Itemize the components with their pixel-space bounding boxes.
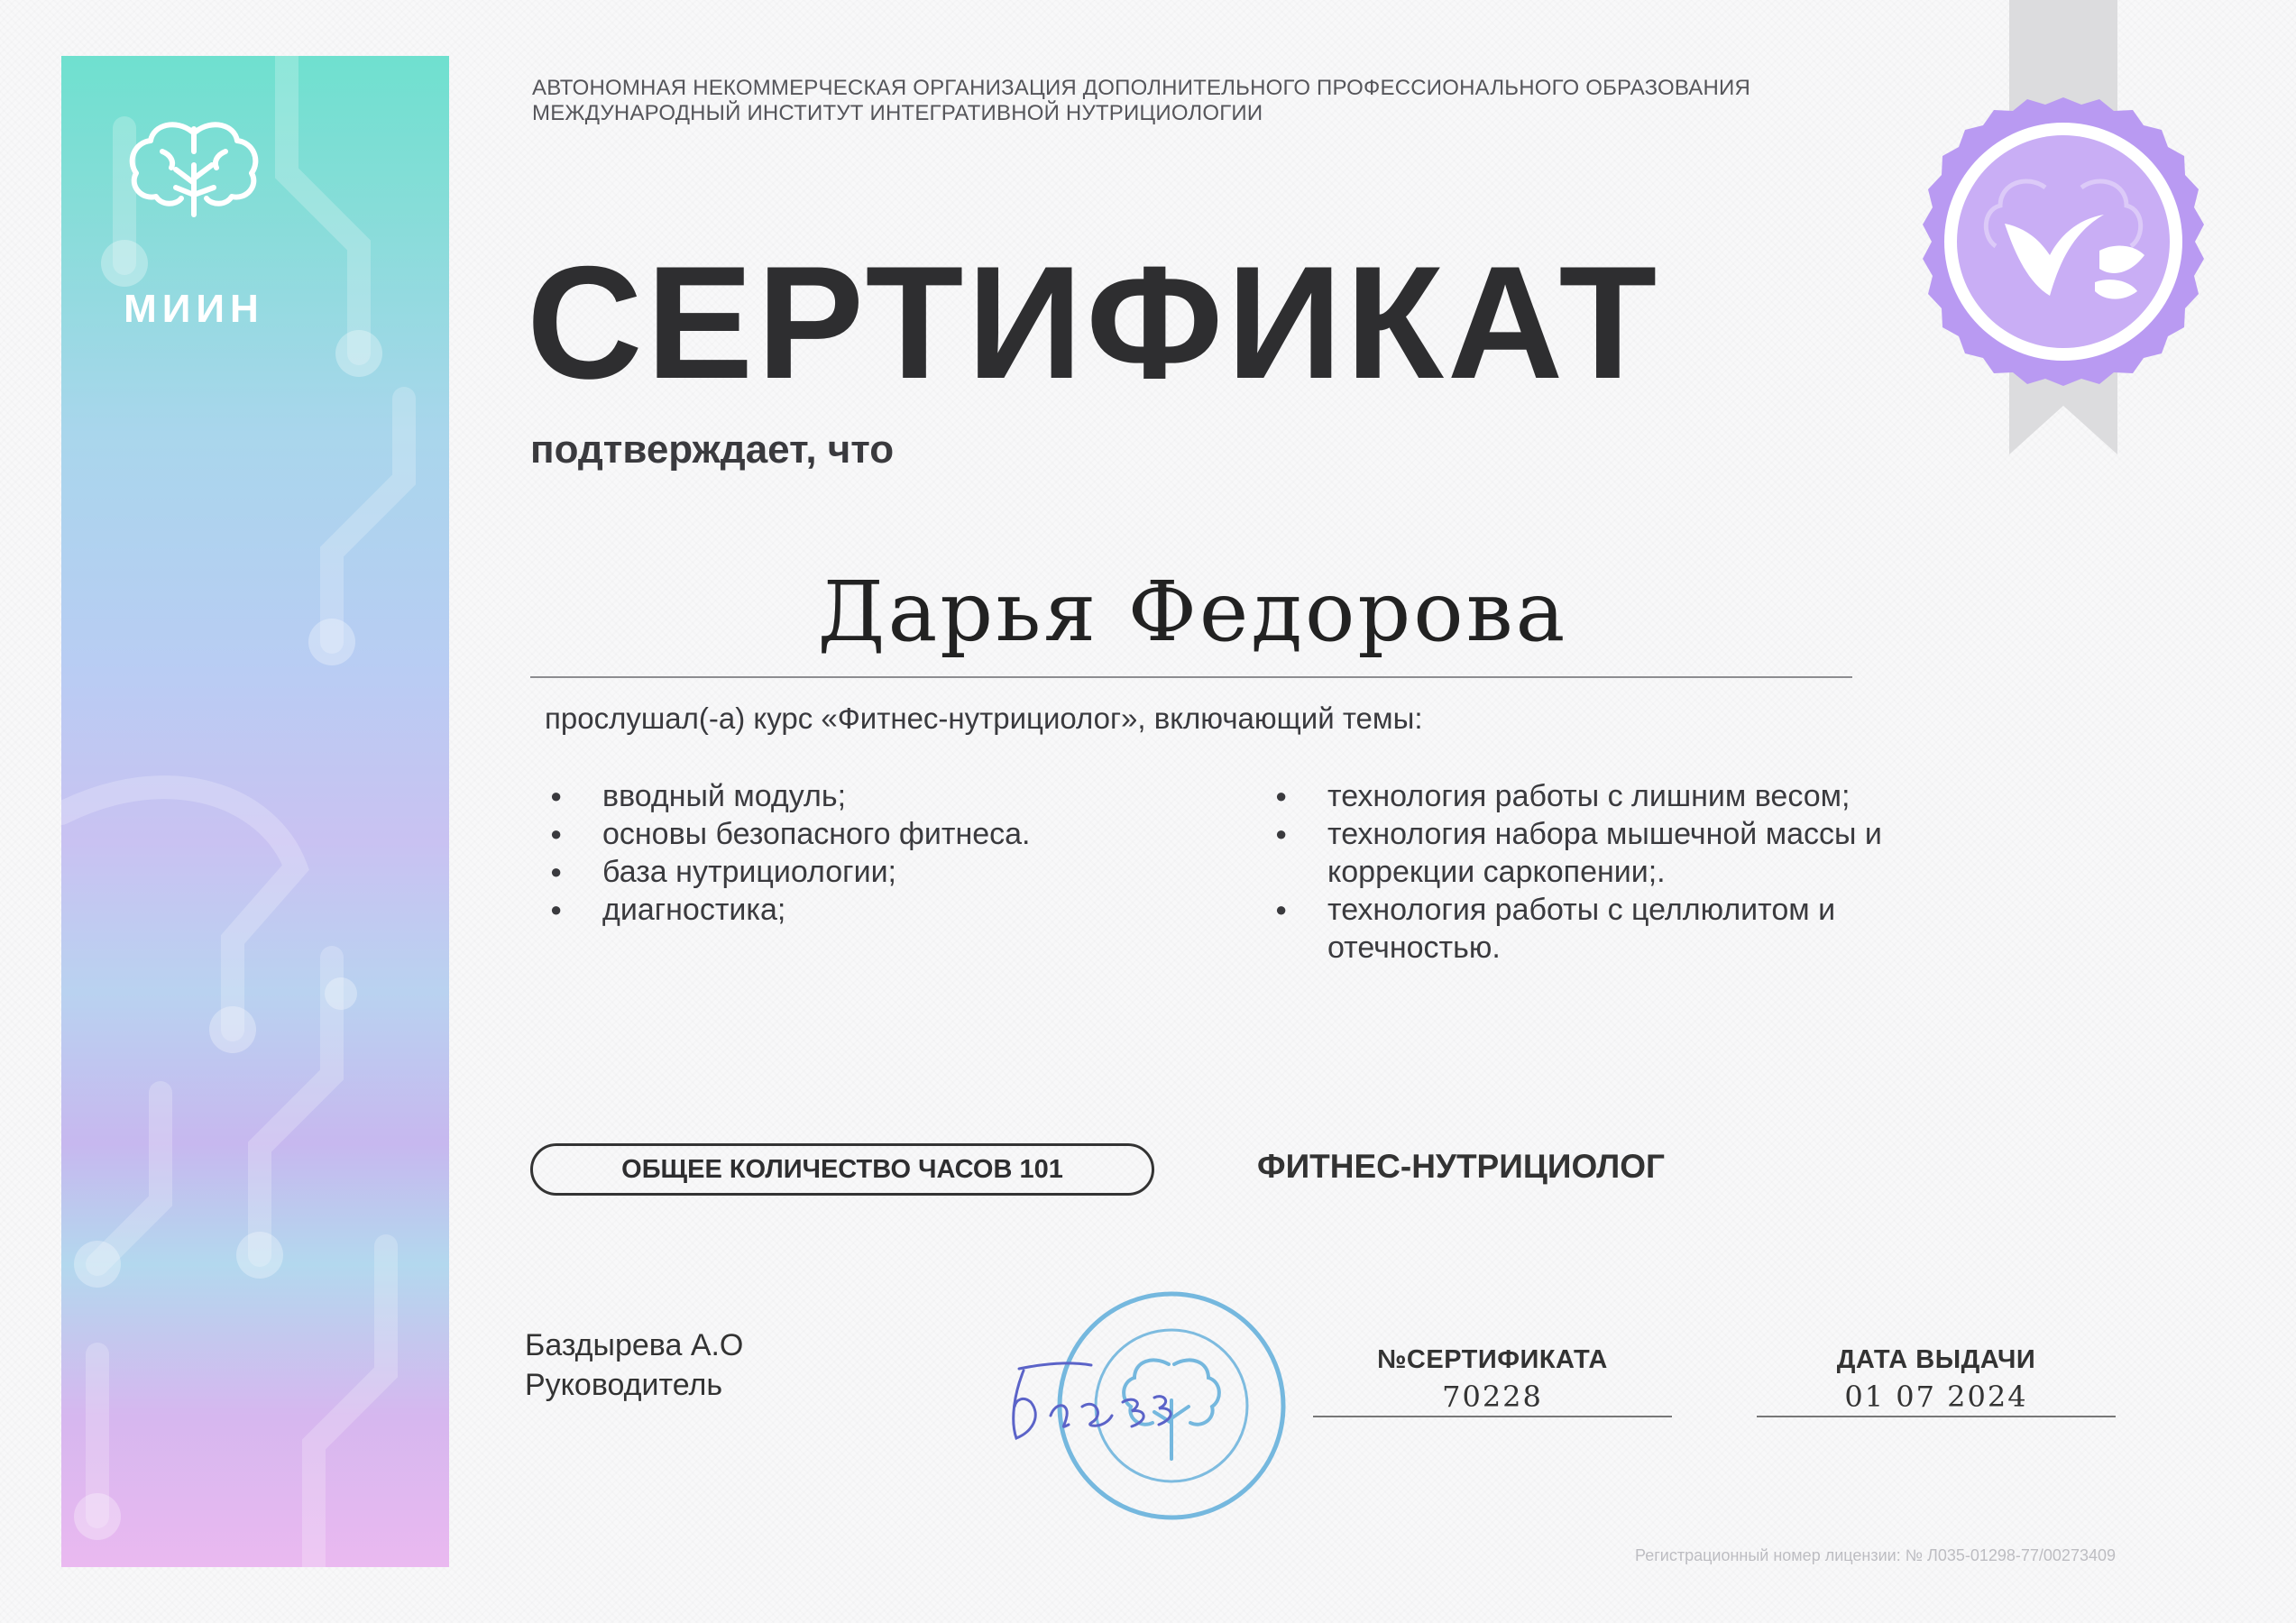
organization-line-1: АВТОНОМНАЯ НЕКОММЕРЧЕСКАЯ ОРГАНИЗАЦИЯ ДОПОЛНИТЕЛЬНОГО ПРОФЕССИОНАЛЬНОГО ОБРАЗОВАНИЯ [532,76,1751,100]
topic-item: ● вводный модуль; [545,777,1230,815]
circuit-pattern-decoration [61,56,449,1567]
certificate-number-underline [1313,1416,1672,1417]
organization-name [532,76,1885,126]
topic-item: ● основы безопасного фитнеса. [545,815,1230,853]
topic-item: ● технология набора мышечной массы и коррекции саркопении;. [1270,815,1919,891]
signer-name: Баздырева А.О [525,1328,744,1362]
logo-text: МИИН [124,287,264,331]
certificate-number-label: №СЕРТИФИКАТА [1377,1345,1608,1374]
recipient-name: Дарья Федорова [817,564,1568,660]
name-underline [530,676,1852,678]
issue-date-value: 01 07 2024 [1844,1380,2028,1414]
institute-logo [122,115,266,228]
topic-item: ● технология работы с целлюлитом и отечностью. [1270,891,1919,967]
issue-date-label: ДАТА ВЫДАЧИ [1836,1345,2036,1374]
topic-item: ● технология работы с лишним весом; [1270,777,1919,815]
certificate-title: СЕРТИФИКАТ [527,233,1661,412]
brain-tree-icon [122,115,266,224]
handwritten-signature [996,1352,1213,1452]
qualification-title: ФИТНЕС-НУТРИЦИОЛОГ [1257,1148,1666,1185]
certificate-number: 70228 [1442,1380,1543,1414]
topic-item: ● база нутрициологии; [545,853,1230,891]
issue-date-underline [1757,1416,2116,1417]
seal-badge-icon [1914,92,2213,391]
confirms-text: подтверждает, что [530,427,895,472]
decorative-gradient-band [61,56,449,1567]
topics-list-right [1270,777,1919,967]
course-description: прослушал(-а) курс «Фитнес-нутрициолог», включающий темы: [545,701,1423,735]
total-hours-badge: ОБЩЕЕ КОЛИЧЕСТВО ЧАСОВ 101 [530,1143,1154,1196]
organization-line-2: МЕЖДУНАРОДНЫЙ ИНСТИТУТ ИНТЕГРАТИВНОЙ НУТРИЦИОЛОГИИ [532,101,1263,125]
topic-item: ● диагностика; [545,891,1230,929]
signer-block [525,1325,743,1405]
signer-role: Руководитель [525,1368,723,1402]
topics-list-left [545,777,1230,929]
license-number: Регистрационный номер лицензии: № Л035-01298-77/00273409 [1635,1546,2116,1564]
